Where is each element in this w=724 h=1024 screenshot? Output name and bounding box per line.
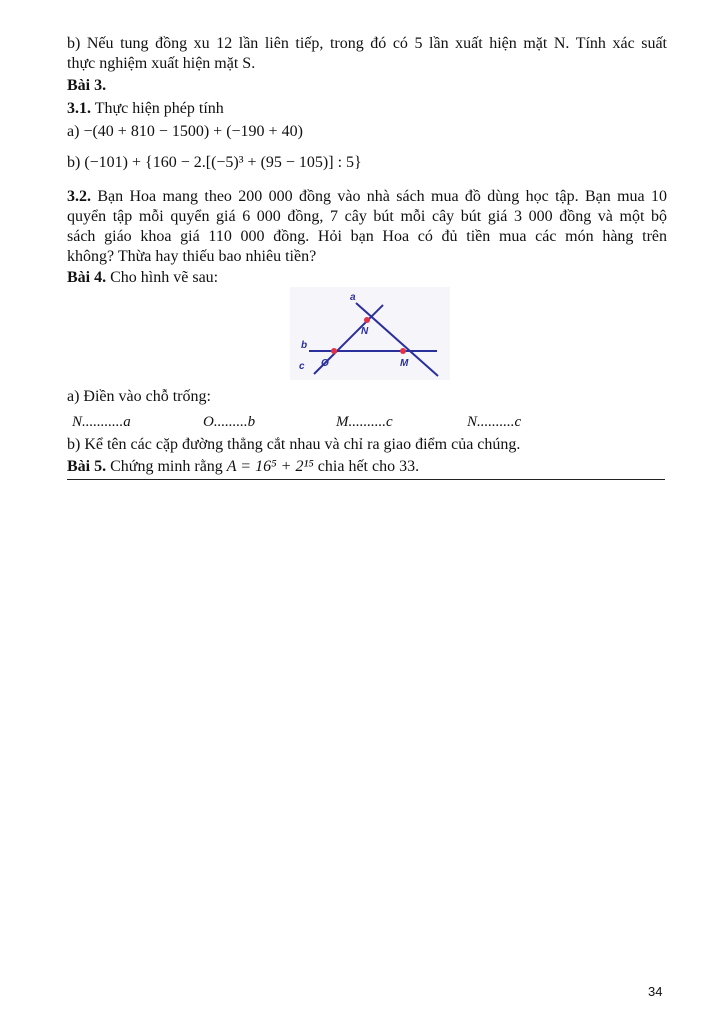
part-b-question-line1: b) Nếu tung đồng xu 12 lần liên tiếp, trong đó có 5 lần xuất hiện mặt N. Tính xác suất [67, 35, 667, 52]
label-a: a [350, 292, 356, 303]
bai5-expression: A = 16⁵ + 2¹⁵ [226, 458, 314, 475]
bai5: Bài 5. Chứng minh rằng A = 16⁵ + 2¹⁵ chia hết cho 33. [67, 458, 420, 475]
point-M [400, 348, 406, 354]
point-N [364, 317, 370, 323]
geometry-figure [290, 287, 450, 380]
label-b: b [301, 340, 308, 351]
label-M: M [400, 358, 409, 369]
blank-3: M..........c [336, 414, 393, 430]
expression-b: b) (−101) + {160 − 2.[(−5)³ + (95 − 105)] : 5} [67, 154, 362, 171]
bai4-part-b: b) Kể tên các cặp đường thẳng cắt nhau và chỉ ra giao điểm của chúng. [67, 436, 521, 453]
section-divider [67, 479, 665, 480]
expression-a: a) −(40 + 810 − 1500) + (−190 + 40) [67, 123, 303, 140]
bai3-2-line1: 3.2. Bạn Hoa mang theo 200 000 đồng vào nhà sách mua đồ dùng học tập. Bạn mua 10 [67, 188, 667, 205]
label-O: O [321, 358, 329, 369]
label-N: N [361, 326, 369, 337]
page-number: 34 [648, 984, 663, 999]
blank-1: N...........a [72, 414, 131, 430]
bai4-title: Bài 4. Cho hình vẽ sau: [67, 269, 219, 286]
bai3-2-line2: quyển tập mỗi quyển giá 6 000 đồng, 7 cây bút mỗi cây bút giá 3 000 đồng và một bộ [67, 208, 667, 225]
part-b-question-line2: thực nghiệm xuất hiện mặt S. [67, 55, 256, 72]
bai3-2-line3: sách giáo khoa giá 110 000 đồng. Hỏi bạn Hoa có đủ tiền mua các món hàng trên [67, 228, 667, 245]
blank-4: N..........c [467, 414, 522, 430]
bai3-1-title: 3.1. Thực hiện phép tính [67, 100, 224, 117]
bai4-part-a: a) Điền vào chỗ trống: [67, 388, 211, 405]
bai3-heading: Bài 3. [67, 77, 107, 94]
point-O [331, 348, 337, 354]
blank-2: O.........b [203, 414, 256, 430]
bai3-2-line4: không? Thừa hay thiếu bao nhiêu tiền? [67, 248, 317, 265]
label-c: c [299, 361, 305, 372]
